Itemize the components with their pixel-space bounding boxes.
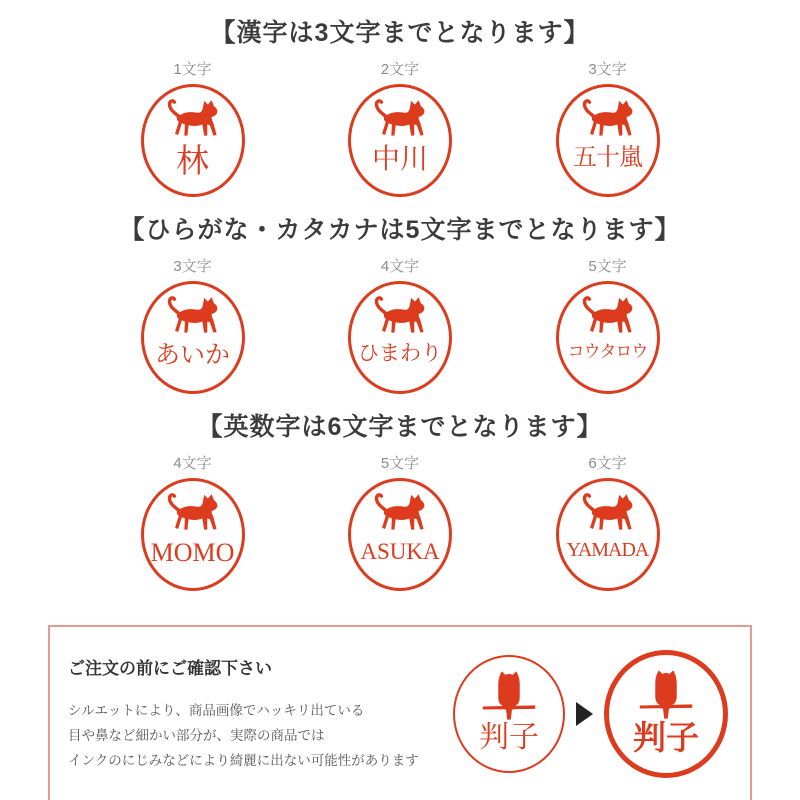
stamp-circle [556,478,660,591]
section-kana [0,197,800,394]
note-text-block [68,654,453,774]
stamp-circle [348,281,452,394]
cat-icon [577,294,639,339]
cat-icon [369,491,431,536]
stamp-example [110,452,275,591]
stamp-name: 林 [176,144,209,180]
char-count-label: 4文字 [380,258,420,275]
stamp-example [318,255,483,394]
section-kana-title: 【ひらがな・カタカナは5文字までとなります】 [119,216,681,244]
char-count-label: 3文字 [588,61,627,78]
stamp-example [110,255,275,394]
stamp-name: MOMO [150,538,235,567]
note-heading: ご注文の前にご確認下さい [68,659,272,679]
stamp-circle [141,478,245,591]
stamp-example [318,452,483,591]
section-alphanumeric-title: 【英数字は6文字までとなります】 [197,413,603,441]
char-count-label: 3文字 [173,258,212,275]
cat-icon [162,294,224,339]
stamp-example [318,58,483,197]
section-kanji [0,0,800,197]
stamp-name: 判子 [479,721,539,754]
stamp-example [525,58,690,197]
stamp-circle [348,478,452,591]
confirmation-note-box [48,625,752,800]
char-count-label: 2文字 [380,61,420,78]
arrow-right-icon [576,702,593,726]
cat-icon [162,491,224,536]
cat-icon [577,491,639,536]
owl-icon [636,662,696,724]
stamp-circle [556,84,660,197]
section-alphanumeric [0,394,800,591]
owl-icon [479,663,539,725]
stamp-sample-actual-version [604,650,728,778]
note-line: 目や鼻など細かい部分が、実際の商品では [68,728,325,744]
stamp-name: ひまわり [358,342,442,365]
cat-icon [369,294,431,339]
stamp-name: あいか [154,341,230,369]
section-kanji-title: 【漢字は3文字までとなります】 [210,19,590,47]
char-count-label: 5文字 [588,258,627,275]
cat-icon [577,97,639,142]
stamp-example [525,452,690,591]
char-count-label: 5文字 [380,455,420,472]
char-count-label: 4文字 [173,455,212,472]
stamp-sample-image-version [453,655,565,773]
cat-icon [369,97,431,142]
cat-icon [162,97,224,142]
stamp-example [525,255,690,394]
stamp-name: ASUKA [360,539,440,564]
stamp-row-alphanumeric [110,452,690,591]
stamp-name: コウタロウ [567,342,648,361]
stamp-name: 判子 [633,719,699,756]
stamp-name: YAMADA [566,539,649,561]
note-stamp-comparison [453,650,728,778]
stamp-circle [556,281,660,394]
char-count-label: 6文字 [588,455,627,472]
note-line: インクのにじみなどにより綺麗に出ない可能性があります [68,752,419,768]
stamp-circle [141,84,245,197]
note-line: シルエットにより、商品画像でハッキリ出ている [68,703,365,719]
stamp-circle [348,84,452,197]
stamp-row-kana [110,255,690,394]
char-count-label: 1文字 [173,61,212,78]
stamp-name: 中川 [371,144,428,175]
stamp-example [110,58,275,197]
stamp-circle [141,281,245,394]
stamp-name: 五十嵐 [573,145,642,171]
stamp-row-kanji [110,58,690,197]
